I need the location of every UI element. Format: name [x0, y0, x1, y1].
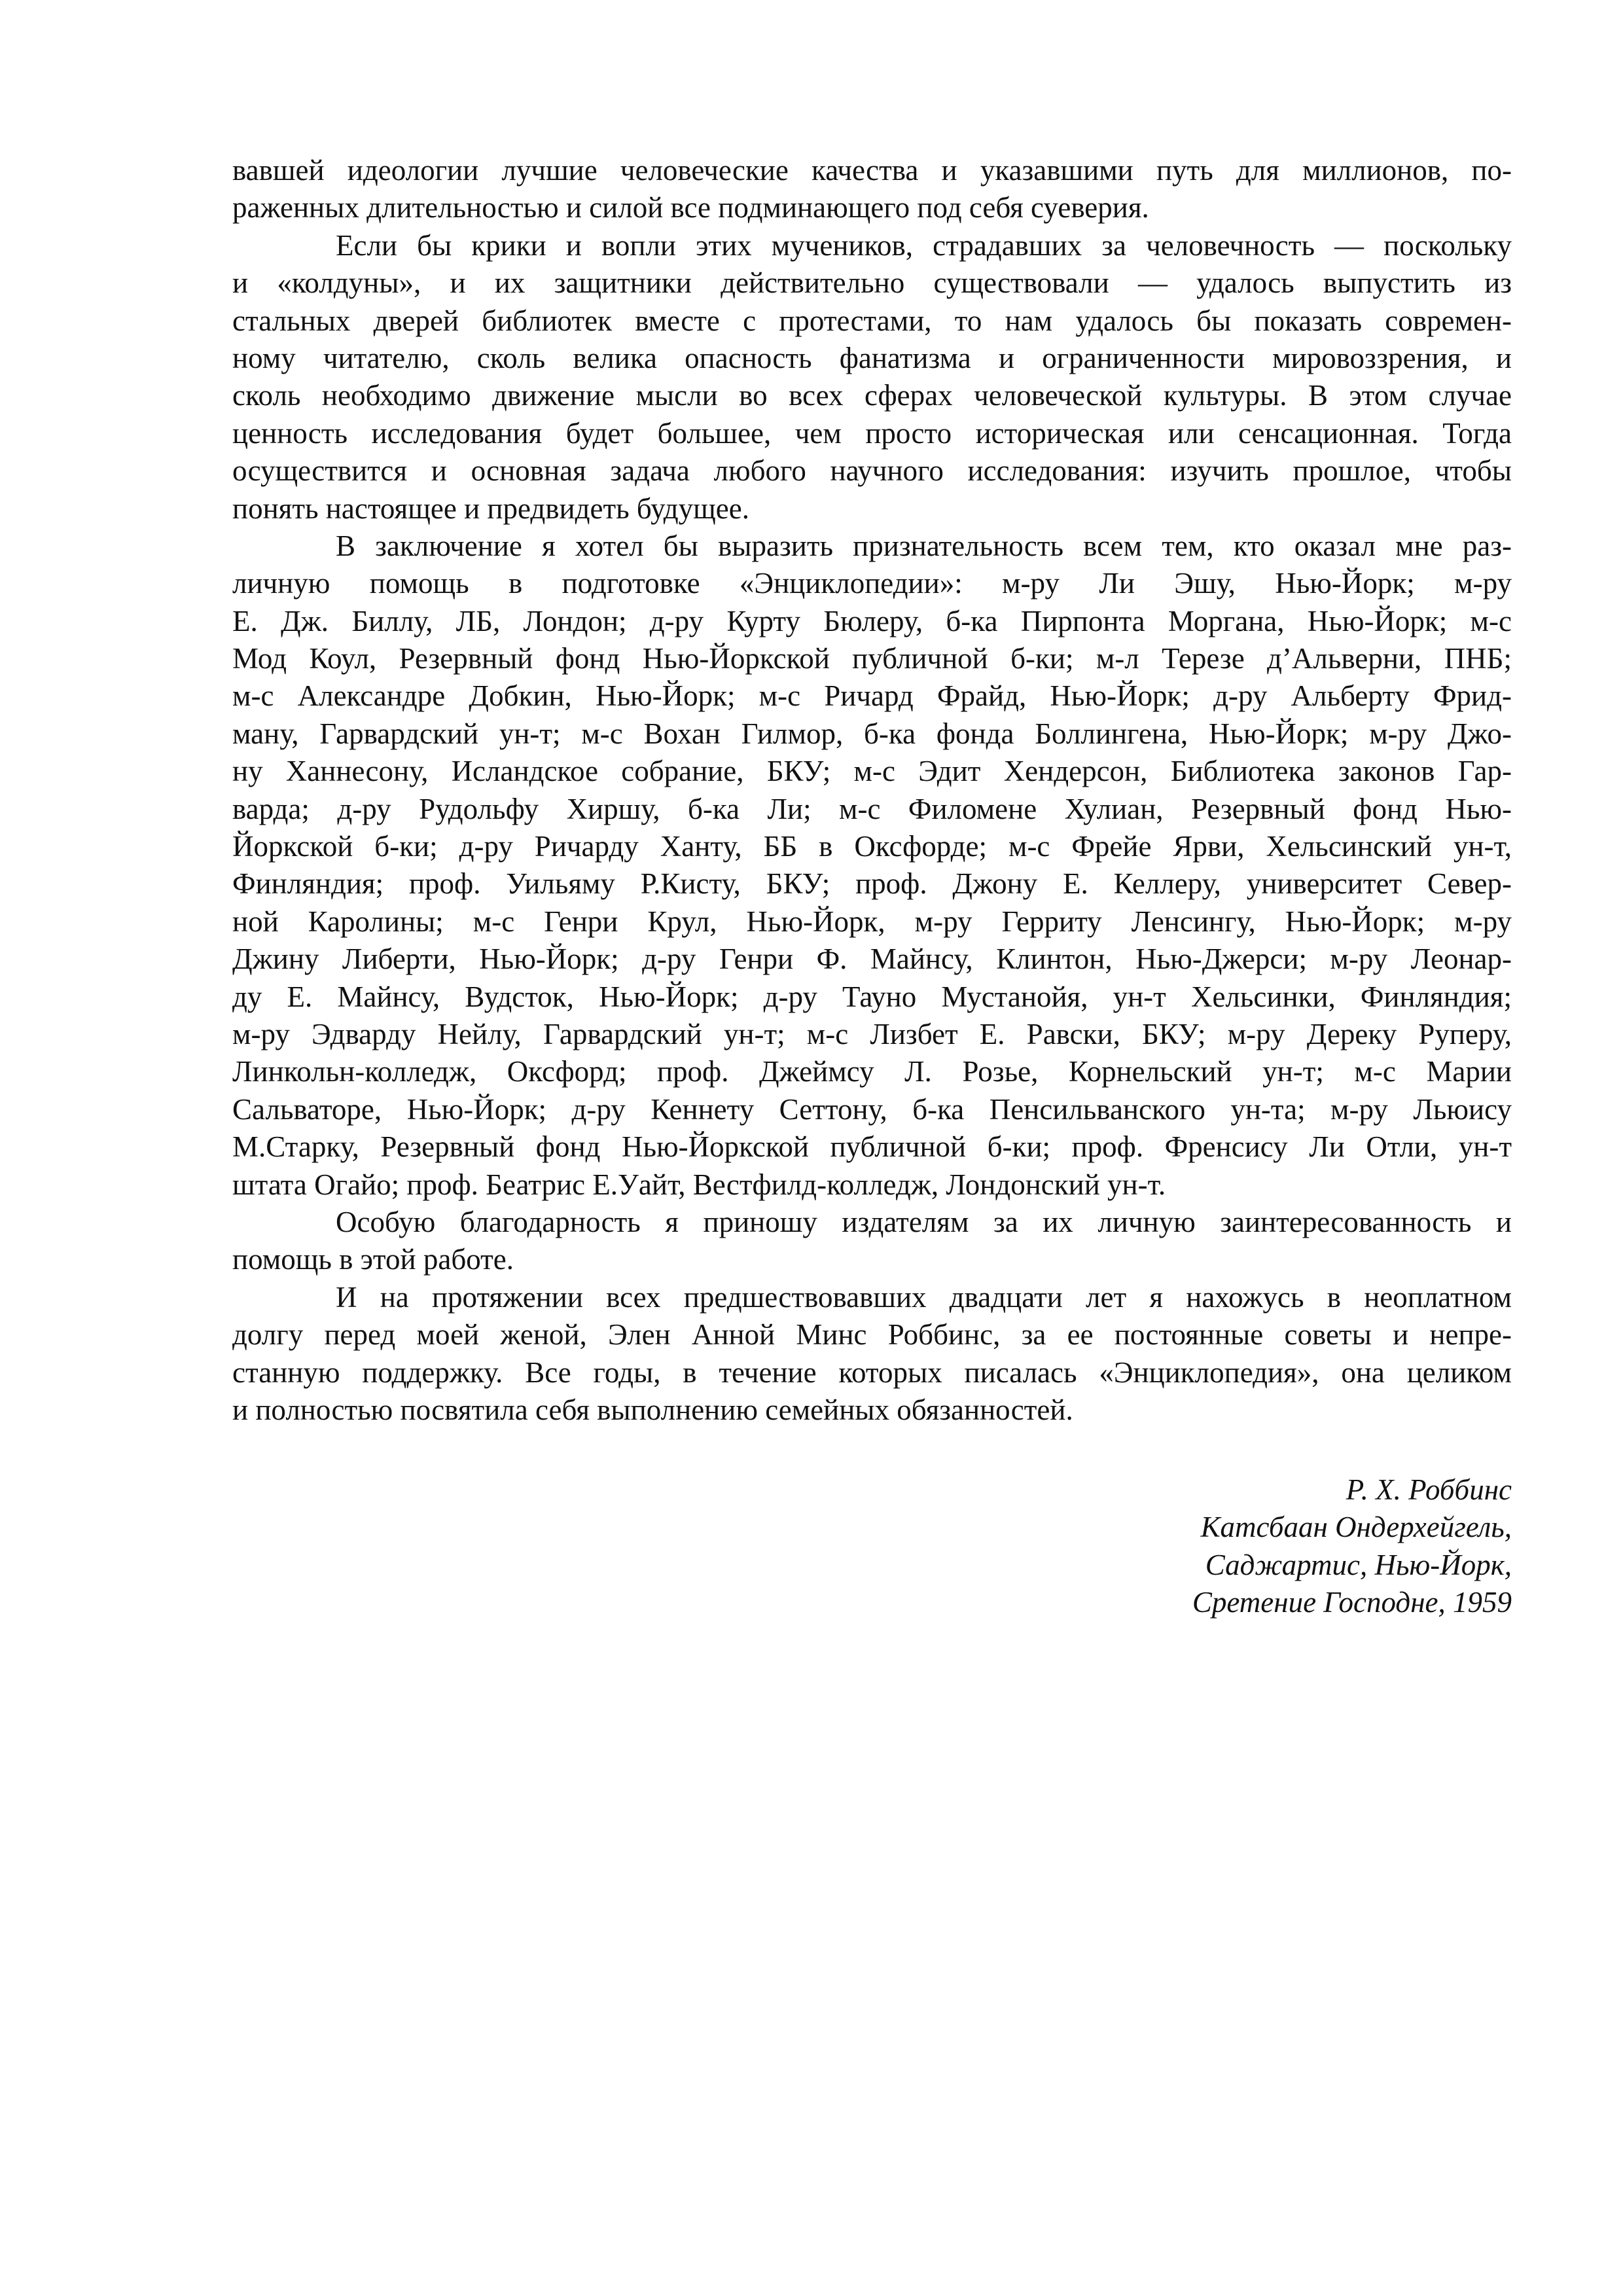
text-line: И на протяжении всех предшествовавших двадцати лет я нахожусь в неоплатном [336, 1280, 1512, 1314]
text-line: Финляндия; проф. Уильяму Р.Кисту, БКУ; проф. Джону Е. Келлеру, университет Север- [232, 867, 1512, 901]
signature-place: Катсбаан Ондерхейгель, [1200, 1511, 1512, 1544]
text-line: и «колдуны», и их защитники действительно существовали — удалось выпустить из [232, 266, 1512, 300]
text-line: ценность исследования будет большее, чем просто историческая или сенсационная. Тогда [232, 416, 1512, 450]
text-line: м-ру Эдварду Нейлу, Гарвардский ун-т; м-с Лизбет Е. Равски, БКУ; м-ру Дереку Руперу, [232, 1017, 1512, 1050]
text-line: ну Ханнесону, Исландское собрание, БКУ; м-с Эдит Хендерсон, Библиотека законов Гар- [232, 755, 1512, 788]
body-text [232, 152, 1512, 1429]
text-line: стальных дверей библиотек вместе с протестами, то нам удалось бы показать современ- [232, 304, 1512, 337]
text-line: ману, Гарвардский ун-т; м-с Вохан Гилмор, б-ка фонда Боллингена, Нью-Йорк; м-ру Джо- [232, 717, 1512, 750]
signature-author: Р. Х. Роббинс [1346, 1473, 1512, 1506]
text-line: Линкольн-колледж, Оксфорд; проф. Джеймсу Л. Розье, Корнельский ун-т; м-с Марии [232, 1055, 1512, 1088]
text-line: долгу перед моей женой, Элен Анной Минс Роббинс, за ее постоянные советы и непре- [232, 1318, 1512, 1352]
text-line: раженных длительностью и силой все подминающего под себя суеверия. [232, 191, 1149, 224]
text-line: понять настоящее и предвидеть будущее. [232, 492, 750, 525]
text-line: ной Каролины; м-с Генри Крул, Нью-Йорк, м-ру Герриту Ленсингу, Нью-Йорк; м-ру [232, 905, 1512, 938]
text-line: Е. Дж. Биллу, ЛБ, Лондон; д-ру Курту Бюлеру, б-ка Пирпонта Моргана, Нью-Йорк; м-с [232, 604, 1512, 637]
text-line: Йоркской б-ки; д-ру Ричарду Ханту, ББ в Оксфорде; м-с Фрейе Ярви, Хельсинский ун-т, [232, 830, 1512, 863]
text-line: личную помощь в подготовке «Энциклопедии»: м-ру Ли Эшу, Нью-Йорк; м-ру [232, 567, 1512, 600]
text-line: Особую благодарность я приношу издателям за их личную заинтересованность и [336, 1205, 1512, 1238]
text-line: варда; д-ру Рудольфу Хиршу, б-ка Ли; м-с Филомене Хулиан, Резервный фонд Нью- [232, 792, 1512, 825]
text-line: станную поддержку. Все годы, в течение которых писалась «Энциклопедия», она целиком [232, 1355, 1512, 1389]
text-line: В заключение я хотел бы выразить признательность всем тем, кто оказал мне раз- [336, 529, 1512, 562]
text-line: помощь в этой работе. [232, 1243, 514, 1276]
text-line: осуществится и основная задача любого научного исследования: изучить прошлое, чтобы [232, 454, 1512, 488]
text-line: М.Старку, Резервный фонд Нью-Йоркской публичной б-ки; проф. Френсису Ли Отли, ун-т [232, 1130, 1512, 1164]
signature-date: Сретение Господне, 1959 [1192, 1586, 1512, 1619]
signature-place: Саджартис, Нью-Йорк, [1205, 1548, 1512, 1581]
text-line: вавшей идеологии лучшие человеческие качества и указавшими путь для миллионов, по- [232, 154, 1512, 187]
text-line: ду Е. Майнсу, Вудсток, Нью-Йорк; д-ру Тауно Мустанойя, ун-т Хельсинки, Финляндия; [232, 980, 1512, 1013]
text-line: м-с Александре Добкин, Нью-Йорк; м-с Ричард Фрайд, Нью-Йорк; д-ру Альберту Фрид- [232, 679, 1512, 713]
text-line: Джину Либерти, Нью-Йорк; д-ру Генри Ф. Майнсу, Клинтон, Нью-Джерси; м-ру Леонар- [232, 942, 1512, 976]
text-line: сколь необходимо движение мысли во всех сферах человеческой культуры. В этом случае [232, 379, 1512, 412]
text-line: Сальваторе, Нью-Йорк; д-ру Кеннету Сеттону, б-ка Пенсильванского ун-та; м-ру Льюису [232, 1092, 1512, 1126]
text-line: Мод Коул, Резервный фонд Нью-Йоркской публичной б-ки; м-л Терезе д’Альверни, ПНБ; [232, 642, 1512, 675]
text-line: штата Огайо; проф. Беатрис Е.Уайт, Вестфилд-колледж, Лондонский ун-т. [232, 1168, 1166, 1201]
text-line: Если бы крики и вопли этих мучеников, страдавших за человечность — поскольку [336, 228, 1512, 262]
text-line: и полностью посвятила себя выполнению семейных обязанностей. [232, 1393, 1073, 1426]
text-line: ному читателю, сколь велика опасность фанатизма и ограниченности мировоззрения, и [232, 341, 1512, 374]
signature-block [1192, 1471, 1512, 1622]
